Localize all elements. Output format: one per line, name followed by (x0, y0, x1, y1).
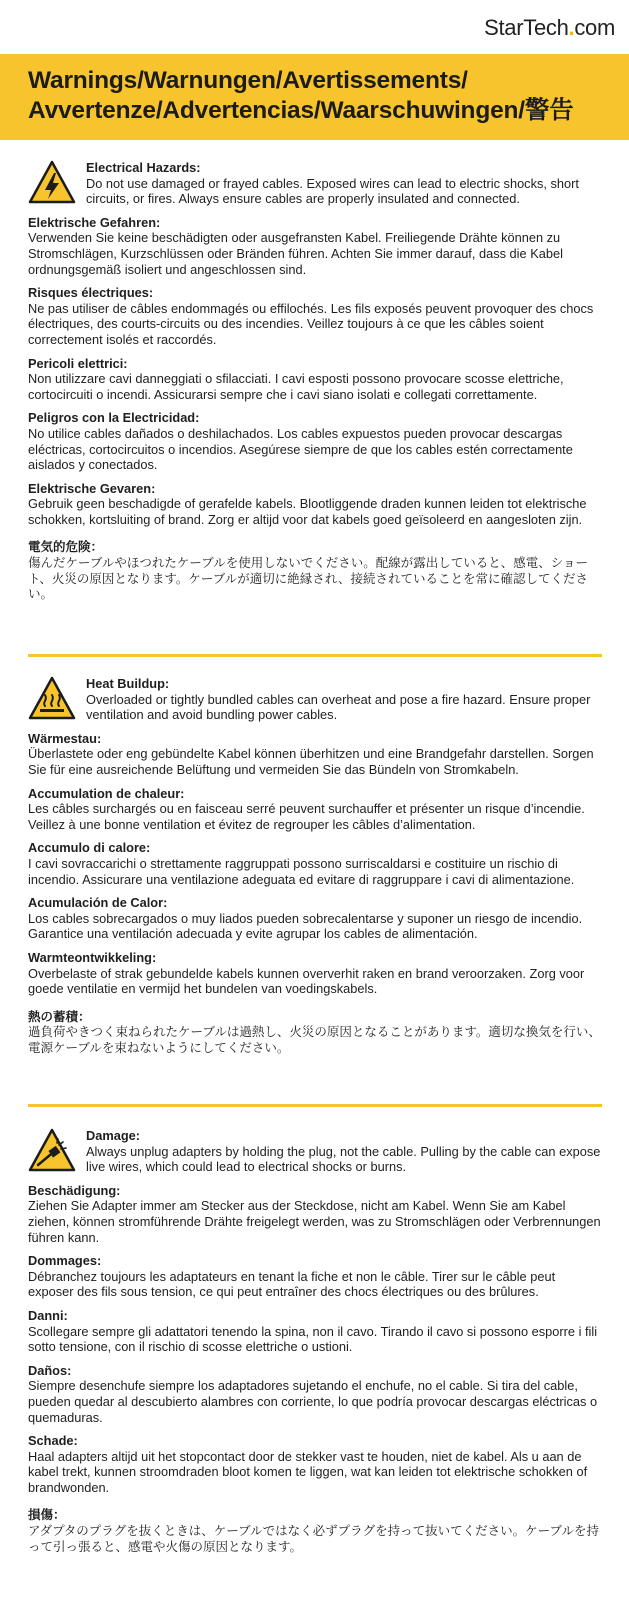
entry-title: 電気的危険： (28, 539, 104, 555)
entry-title: Risques électriques: (28, 285, 154, 301)
entry-body: Verwenden Sie keine beschädigten oder ausgefransten Kabel. Freiliegende Drähte können zu Stromschlägen, Kurzschlüssen oder Bränden führen. Achten Sie immer darauf, dass die Kabel ordnungsgemäß isoliert und angeschlossen sind. (28, 230, 563, 277)
entry-title: Schade: (28, 1433, 78, 1449)
logo-dot: . (568, 15, 575, 40)
entry-body: No utilice cables dañados o deshilachados. Los cables expuestos pueden provocar descargas eléctricas, cortocircuitos o incendios. Asegúrese siempre de que los cables estén correctamente aislados y conectados. (28, 425, 573, 473)
entry-title: Dommages: (28, 1253, 102, 1269)
entry-body: Les câbles surchargés ou en faisceau serré peuvent surchauffer et présenter un risque d’incendie. Veillez à une bonne ventilation et évitez de regrouper les câbles d’alimentation. (28, 801, 585, 832)
section-divider (28, 1104, 602, 1107)
entry-title: Peligros con la Electricidad: (28, 410, 200, 426)
entry-body: Überlastete oder eng gebündelte Kabel können überhitzen und eine Brandgefahr darstellen. Sorgen Sie für eine ausreichende Belüftung und vermeiden Sie das Bündeln von Stromkabeln. (28, 746, 594, 777)
entry-title: Elektrische Gefahren: (28, 214, 161, 230)
entry-body: Gebruik geen beschadigde of gerafelde kabels. Blootliggende draden kunnen leiden tot elektrische schokken, kortsluiting of brand. Zorg er altijd voor dat kabels goed geïsoleerd en aangesloten zijn. (28, 496, 587, 527)
warning-entry-nl (28, 481, 602, 528)
entry-title: Danni: (28, 1307, 68, 1323)
warning-entry-fr (28, 1253, 602, 1300)
warning-entry-it (28, 356, 602, 403)
warning-entry-es (28, 410, 602, 472)
entry-title: Daños: (28, 1362, 72, 1378)
startech-logo (484, 14, 615, 42)
logo-prefix: StarTech (484, 15, 569, 40)
page-title (28, 66, 618, 126)
section-divider (28, 654, 602, 657)
lead-title: Damage: (86, 1128, 141, 1143)
warning-entry-de (28, 215, 602, 277)
entry-body: Scollegare sempre gli adattatori tenendo la spina, non il cavo. Tirando il cavo si possono esporre i fili sotto tensione, con il rischio di scosse elettriche o ustioni. (28, 1323, 598, 1355)
entry-body: 傷んだケーブルやほつれたケーブルを使用しないでください。配線が露出していると、感電、ショート、火災の原因となります。ケーブルが適切に絶縁され、接続されていることを常に確認してください。 (28, 555, 589, 602)
warning-entry-ja (28, 1009, 602, 1056)
electrical-hazard-icon (28, 160, 76, 204)
page-title-line-2: Avvertenze/Advertencias/Waarschuwingen/警告 (28, 97, 574, 124)
entry-title: 熱の蓄積： (28, 1008, 91, 1024)
entry-body: Haal adapters altijd uit het stopcontact door de stekker vast te houden, niet de kabel. Als u aan de kabel trekt, kunnen stroomdraden bloot komen te liggen, wat kan leiden tot elektrische schokken of brandwonden. (28, 1448, 588, 1495)
entry-body: Siempre desenchufe siempre los adaptadores sujetando el enchufe, no el cable. Si tira del cable, pueden quedar al descubierto alambres con corriente, lo que podría provocar descargas eléctricas o quemaduras. (28, 1378, 598, 1425)
warning-entry-nl (28, 950, 602, 997)
logo-suffix: com (574, 15, 615, 40)
entry-body: Ziehen Sie Adapter immer am Stecker aus der Steckdose, nicht am Kabel. Wenn Sie am Kabel ziehen, können stromführende Drähte freigelegt werden, was zu Stromschlägen oder Verbrennungen führen kann. (28, 1198, 601, 1245)
entry-title: Acumulación de Calor: (28, 895, 168, 911)
lead-body: Overloaded or tightly bundled cables can overheat and pose a fire hazard. Ensure proper ventilation and avoid bundling power cables. (86, 691, 591, 723)
page-title-line-1: Warnings/Warnungen/Avertissements/ (28, 67, 468, 94)
lead-body: Do not use damaged or frayed cables. Exposed wires can lead to electric shocks, short circuits, or fires. Always ensure cables are properly insulated and connected. (86, 175, 579, 207)
title-banner (0, 54, 629, 140)
entry-title: Wärmestau: (28, 730, 102, 746)
warning-entry-it (28, 1308, 602, 1355)
warning-entry-de (28, 1183, 602, 1245)
lead-warning (86, 676, 602, 723)
lead-title: Electrical Hazards: (86, 160, 201, 175)
entry-body: I cavi sovraccarichi o strettamente raggruppati possono surriscaldarsi e costituire un rischio di incendio. Assicurare una ventilazione adeguata ed evitare di raggruppare i cavi di alimentazione. (28, 855, 575, 887)
entry-title: 損傷： (28, 1507, 66, 1523)
warning-entry-it (28, 840, 602, 887)
entry-title: Warmteontwikkeling: (28, 949, 157, 965)
warning-entry-nl (28, 1433, 602, 1495)
entry-body: Non utilizzare cavi danneggiati o sfilacciati. I cavi esposti possono provocare scosse elettriche, cortocircuiti o incendi. Assicurarsi sempre che i cavi siano isolati e collegati correttamente. (28, 371, 564, 402)
entry-body: Débranchez toujours les adaptateurs en tenant la fiche et non le câble. Tirer sur le câble peut exposer des fils sous tension, ce qui peut entraîner des chocs électriques ou des brûlures. (28, 1268, 556, 1300)
entry-body: 過負荷やきつく束ねられたケーブルは過熱し、火災の原因となることがあります。適切な換気を行い、電源ケーブルを束ねないようにしてください。 (28, 1024, 601, 1055)
lead-warning (86, 1128, 602, 1175)
entry-title: Beschädigung: (28, 1182, 121, 1198)
warning-entry-es (28, 895, 602, 942)
damage-icon (28, 1128, 76, 1172)
lead-warning (86, 160, 602, 207)
heat-buildup-section (28, 676, 602, 1055)
entry-title: Accumulo di calore: (28, 840, 151, 856)
damage-section (28, 1128, 602, 1554)
warning-entry-fr (28, 285, 602, 347)
entry-body: アダプタのプラグを抜くときは、ケーブルではなく必ずプラグを持って抜いてください。ケーブルを持って引っ張ると、感電や火傷の原因となります。 (28, 1523, 600, 1554)
entry-body: Ne pas utiliser de câbles endommagés ou effilochés. Les fils exposés peuvent provoquer des chocs électriques, des courts-circuits ou des incendies. Veillez toujours à ce que les câbles soient correctement isolés et raccordés. (28, 300, 594, 347)
heat-buildup-icon (28, 676, 76, 720)
warning-entry-de (28, 731, 602, 778)
entry-title: Elektrische Gevaren: (28, 480, 156, 496)
lead-body: Always unplug adapters by holding the plug, not the cable. Pulling by the cable can expose live wires, which could lead to electrical shocks or burns. (86, 1143, 601, 1175)
entry-body: Overbelaste of strak gebundelde kabels kunnen oververhit raken en brand veroorzaken. Zorg voor goede ventilatie en vermijd het bundelen van voedingskabels. (28, 965, 585, 997)
entry-title: Accumulation de chaleur: (28, 785, 185, 801)
warning-entry-ja (28, 1507, 602, 1554)
electrical-hazards-section (28, 160, 602, 602)
warning-entry-ja (28, 539, 602, 601)
warning-entry-fr (28, 786, 602, 833)
lead-title: Heat Buildup: (86, 676, 170, 691)
entry-body: Los cables sobrecargados o muy liados pueden sobrecalentarse y suponer un riesgo de incendio. Garantice una ventilación adecuada y evite agrupar los cables de alimentación. (28, 910, 583, 942)
warning-entry-es (28, 1363, 602, 1425)
entry-title: Pericoli elettrici: (28, 355, 128, 371)
